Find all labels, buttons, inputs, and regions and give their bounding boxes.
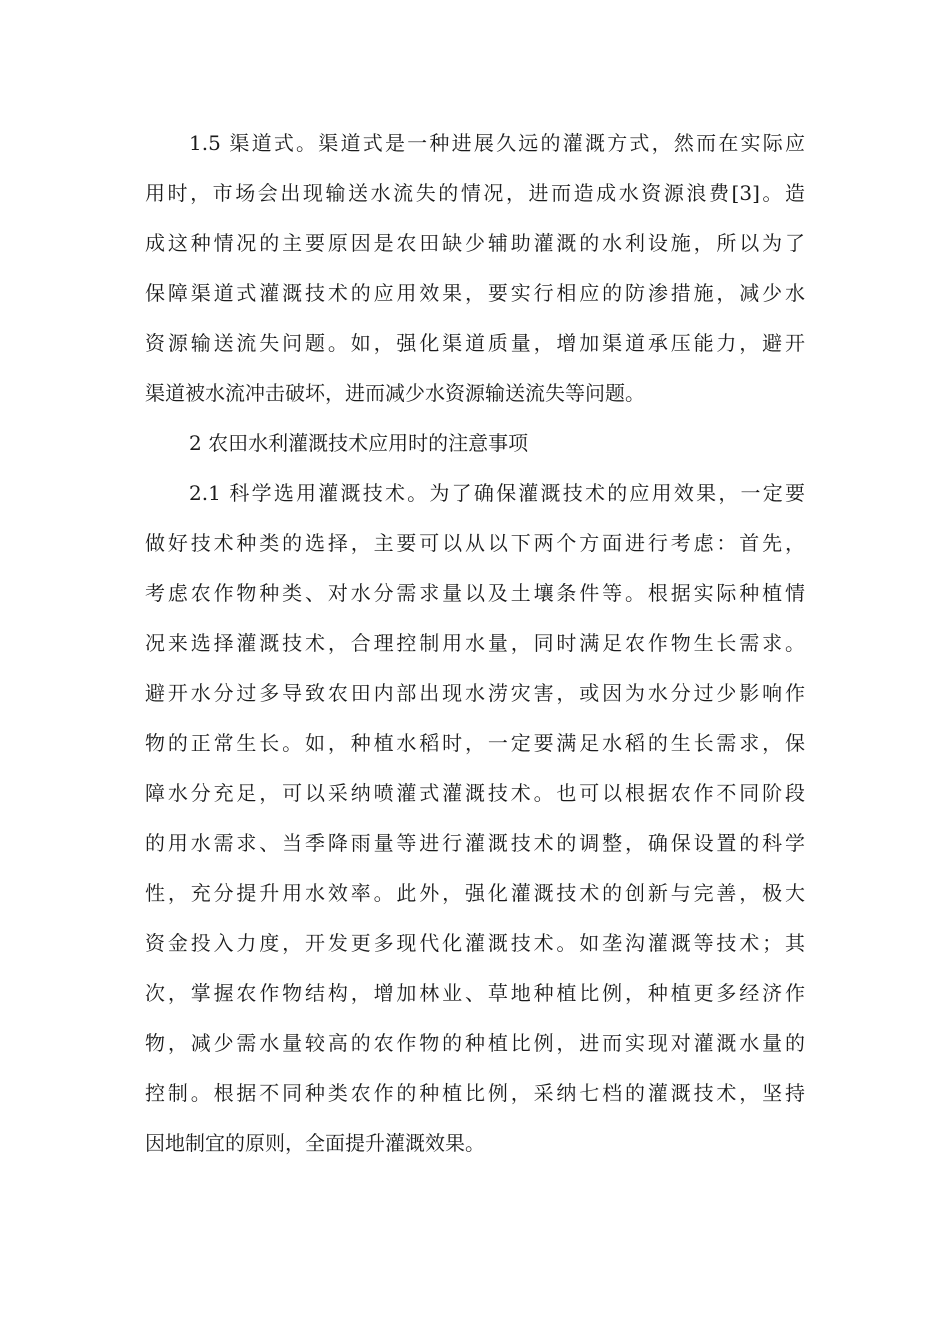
text-line: 资源输送流失问题。如，强化渠道质量，增加渠道承压能力，避开 [145, 331, 805, 355]
document-body [145, 118, 805, 1168]
section-heading-2 [145, 418, 805, 468]
text-line: 的用水需求、当季降雨量等进行灌溉技术的调整，确保设置的科学 [145, 831, 805, 855]
text-line: 用时，市场会出现输送水流失的情况，进而造成水资源浪费[3]。造 [145, 181, 805, 205]
text-line: 1.5 渠道式。渠道式是一种进展久远的灌溉方式，然而在实际应 [189, 131, 805, 155]
text-line: 渠道被水流冲击破坏，进而减少水资源输送流失等问题。 [145, 381, 645, 405]
text-line: 2.1 科学选用灌溉技术。为了确保灌溉技术的应用效果，一定要 [189, 481, 805, 505]
text-line: 资金投入力度，开发更多现代化灌溉技术。如垄沟灌溉等技术；其 [145, 931, 805, 955]
paragraph-1-5 [145, 118, 805, 418]
text-line: 物，减少需水量较高的农作物的种植比例，进而实现对灌溉水量的 [145, 1031, 805, 1055]
text-line: 控制。根据不同种类农作的种植比例，采纳七档的灌溉技术，坚持 [145, 1081, 805, 1105]
text-line: 性，充分提升用水效率。此外，强化灌溉技术的创新与完善，极大 [145, 881, 805, 905]
text-line: 做好技术种类的选择，主要可以从以下两个方面进行考虑：首先， [145, 531, 805, 555]
text-line: 障水分充足，可以采纳喷灌式灌溉技术。也可以根据农作不同阶段 [145, 781, 805, 805]
text-line: 况来选择灌溉技术，合理控制用水量，同时满足农作物生长需求。 [145, 631, 805, 655]
text-line: 保障渠道式灌溉技术的应用效果，要实行相应的防渗措施，减少水 [145, 281, 805, 305]
text-line: 物的正常生长。如，种植水稻时，一定要满足水稻的生长需求，保 [145, 731, 805, 755]
paragraph-2-1 [145, 468, 805, 1168]
heading-line: 2 农田水利灌溉技术应用时的注意事项 [189, 431, 529, 455]
text-line: 成这种情况的主要原因是农田缺少辅助灌溉的水利设施，所以为了 [145, 231, 805, 255]
text-line: 考虑农作物种类、对水分需求量以及土壤条件等。根据实际种植情 [145, 581, 805, 605]
text-line: 次，掌握农作物结构，增加林业、草地种植比例，种植更多经济作 [145, 981, 805, 1005]
text-line: 避开水分过多导致农田内部出现水涝灾害，或因为水分过少影响作 [145, 681, 805, 705]
text-line: 因地制宜的原则，全面提升灌溉效果。 [145, 1131, 485, 1155]
